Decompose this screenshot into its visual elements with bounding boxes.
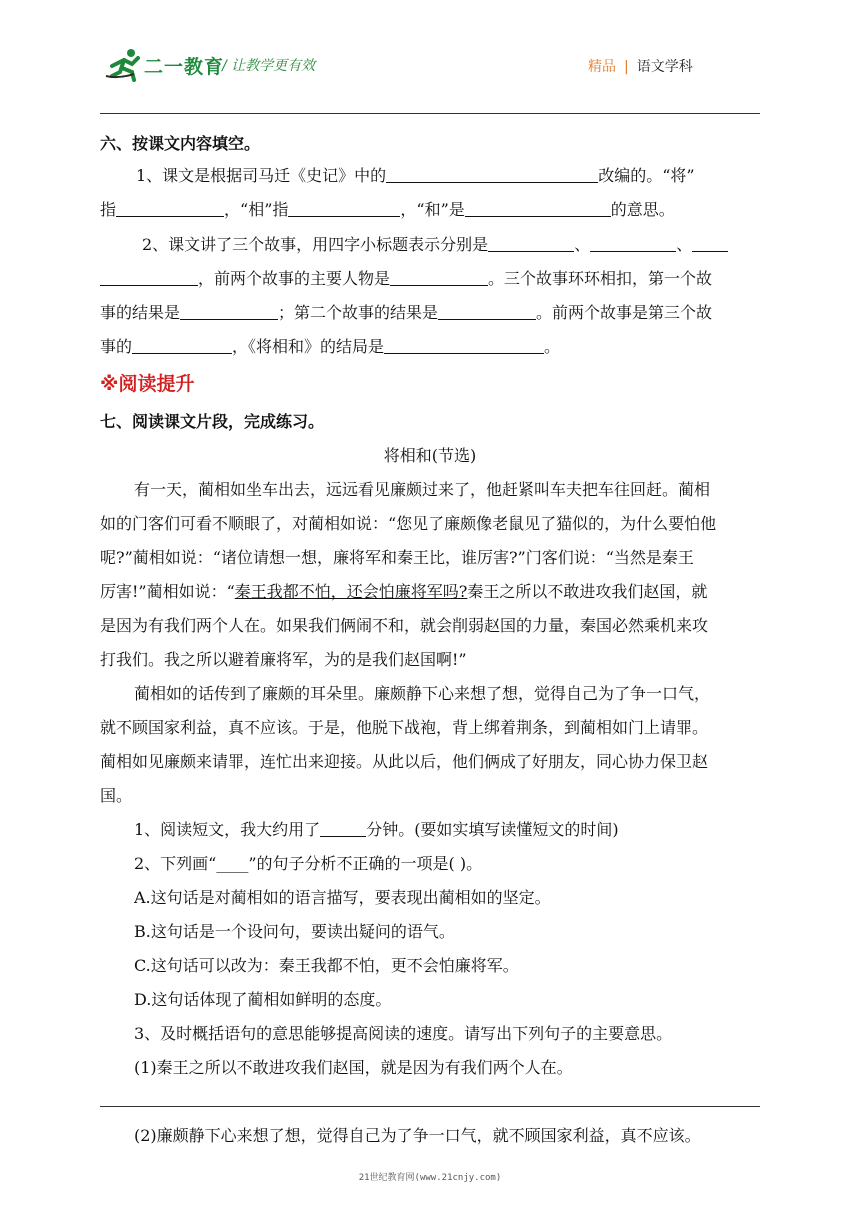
- blank[interactable]: [384, 338, 544, 354]
- passage-line: 蔺相如的话传到了廉颇的耳朵里。廉颇静下心来想了想，觉得自己为了争一口气，: [134, 684, 711, 703]
- s7-q2: 2、下列画“____”的句子分析不正确的一项是( )。: [134, 854, 483, 873]
- blank[interactable]: [320, 821, 366, 837]
- s7-q3: 3、及时概括语句的意思能够提高阅读的速度。请写出下列句子的主要意思。: [134, 1024, 673, 1043]
- passage-line: 有一天，蔺相如坐车出去，远远看见廉颇过来了，他赶紧叫车夫把车往回赶。蔺相: [134, 480, 711, 499]
- text: 分钟。(要如实填写读懂短文的时间): [366, 820, 619, 839]
- passage-title: 将相和(节选): [383, 446, 477, 465]
- text: 。三个故事环环相扣，第一个故: [488, 269, 713, 288]
- s6-q1-line1: [136, 166, 760, 186]
- text: 。前两个故事是第三个故: [536, 303, 713, 322]
- passage-line: 呢?”蔺相如说：“诸位请想一想，廉将军和秦王比，谁厉害?”门客们说：“当然是秦王: [100, 548, 694, 567]
- s6-q2-line2: [100, 269, 760, 289]
- section-6-title: 六、按课文内容填空。: [100, 134, 261, 153]
- logo-text: 二一教育: [144, 56, 225, 78]
- passage-line: [100, 582, 760, 602]
- passage-line: 如的门客们可看不顺眼了，对蔺相如说：“您见了廉颇像老鼠见了猫似的，为什么要怕他: [100, 514, 717, 533]
- divider: |: [624, 59, 629, 75]
- runner-logo-icon: [104, 46, 144, 82]
- section-7-title: 七、阅读课文片段，完成练习。: [100, 412, 325, 431]
- blank[interactable]: [390, 270, 488, 286]
- s7-q3-2: (2)廉颇静下心来想了想，觉得自己为了争一口气，就不顾国家利益，真不应该。: [134, 1126, 701, 1145]
- logo: [104, 46, 144, 82]
- underlined-sentence: 秦王我都不怕，还会怕廉将军吗?: [234, 582, 468, 601]
- passage-line: 国。: [100, 786, 133, 805]
- text: ，前两个故事的主要人物是: [198, 269, 391, 288]
- text: 。: [544, 337, 561, 356]
- blank[interactable]: [692, 236, 728, 252]
- answer-line[interactable]: [100, 1106, 760, 1107]
- text: 厉害!”蔺相如说：“: [100, 582, 235, 601]
- blank[interactable]: [132, 338, 232, 354]
- blank[interactable]: [288, 201, 400, 217]
- s6-q1-line2: [100, 200, 760, 220]
- blank[interactable]: [386, 167, 598, 183]
- blank[interactable]: [465, 201, 611, 217]
- text: 、: [676, 235, 693, 254]
- text: 1、课文是根据司马迁《史记》中的: [136, 166, 387, 185]
- blank[interactable]: [100, 270, 198, 286]
- reading-heading: ※阅读提升: [100, 373, 195, 395]
- text: 的意思。: [610, 200, 675, 219]
- text: 2、课文讲了三个故事，用四字小标题表示分别是: [142, 235, 489, 254]
- s6-q2-line4: [100, 337, 760, 357]
- slogan: / 让教学更有效: [222, 58, 316, 74]
- text: ，“和”是: [400, 200, 465, 219]
- s6-q2-line3: [100, 303, 760, 323]
- s7-q3-1: (1)秦王之所以不敢进攻我们赵国，就是因为有我们两个人在。: [134, 1058, 573, 1077]
- passage-line: 蔺相如见廉颇来请罪，连忙出来迎接。从此以后，他们俩成了好朋友，同心协力保卫赵: [100, 752, 709, 771]
- subject-tag: 语文学科: [636, 59, 693, 75]
- header-rule: [100, 113, 760, 114]
- passage-line: 是因为有我们两个人在。如果我们俩闹不和，就会削弱赵国的力量，秦国必然乘机来攻: [100, 616, 709, 635]
- text: ，《将相和》的结局是: [232, 337, 385, 356]
- option-d: D.这句话体现了蔺相如鲜明的态度。: [134, 990, 392, 1009]
- option-b: B.这句话是一个设问句，要读出疑问的语气。: [134, 922, 455, 941]
- header-tags: [588, 56, 693, 76]
- quality-tag: 精品: [588, 59, 616, 75]
- passage-line: 打我们。我之所以避着廉将军，为的是我们赵国啊!”: [100, 650, 467, 669]
- text: 秦王之所以不敢进攻我们赵国，就: [467, 582, 708, 601]
- option-c: C.这句话可以改为：秦王我都不怕，更不会怕廉将军。: [134, 956, 519, 975]
- blank[interactable]: [116, 201, 224, 217]
- s6-q2-line1: [142, 235, 760, 255]
- text: ，“相”指: [224, 200, 289, 219]
- passage-line: 就不顾国家利益，真不应该。于是，他脱下战袍，背上绑着荆条，到蔺相如门上请罪。: [100, 718, 709, 737]
- text: 1、阅读短文，我大约用了: [134, 820, 321, 839]
- blank[interactable]: [438, 304, 536, 320]
- footer: 21世纪教育网(www.21cnjy.com): [358, 1173, 502, 1183]
- text: 、: [574, 235, 591, 254]
- option-a: A.这句话是对蔺相如的语言描写，要表现出蔺相如的坚定。: [134, 888, 551, 907]
- text: 改编的。“将”: [598, 166, 695, 185]
- text: 指: [100, 200, 117, 219]
- blank[interactable]: [488, 236, 574, 252]
- s7-q1: [134, 820, 760, 840]
- text: 事的结果是: [100, 303, 181, 322]
- blank[interactable]: [180, 304, 278, 320]
- blank[interactable]: [590, 236, 676, 252]
- text: ；第二个故事的结果是: [278, 303, 439, 322]
- text: 事的: [100, 337, 133, 356]
